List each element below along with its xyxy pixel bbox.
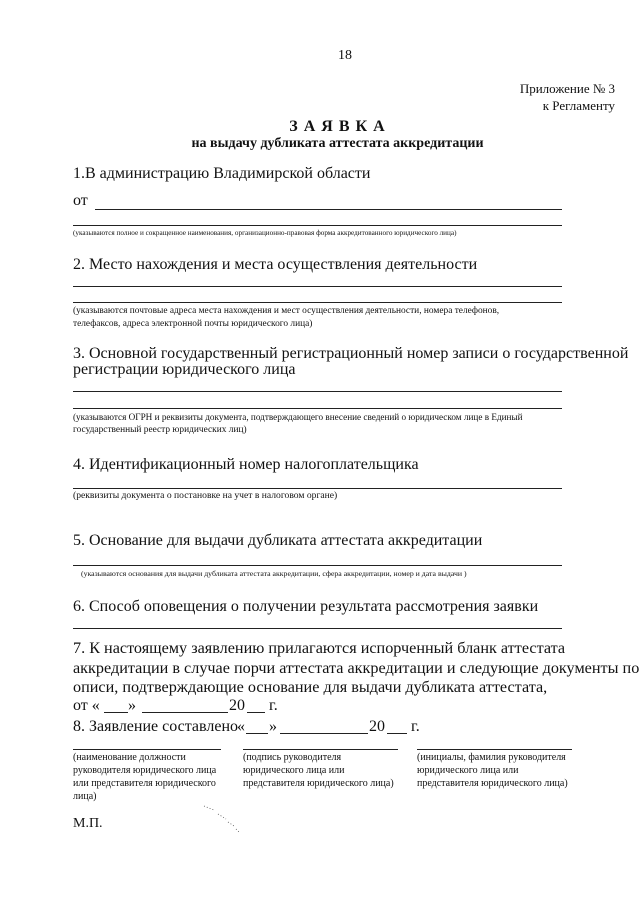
section8-year-field[interactable] [387,733,407,734]
section8-quote-open: « [237,718,245,735]
document-subtitle: на выдачу дубликата аттестата аккредитации [191,136,484,151]
section7-line-1: 7. К настоящему заявлению прилагаются испорченный бланк аттестата [73,639,566,657]
section5-note: (указываются основания для выдачи дубликата аттестата аккредитации, сфера аккредитации, номер и дата выдачи ) [81,569,467,578]
section7-line-3: описи, подтверждающие основание для выдачи дубликата аттестата, [73,678,548,696]
section3-note-1: (указываются ОГРН и реквизиты документа, подтверждающего внесение сведений о юридическом лице в Единый [73,412,523,422]
page-number: 18 [338,48,352,63]
signature-caption: (подпись руководителя юридического лица или представителя юридического лица) [243,752,394,789]
section5-heading: 5. Основание для выдачи дубликата аттестата аккредитации [73,532,483,549]
initials-caption: (инициалы, фамилия руководителя юридического лица или представителя юридического лица) [417,752,568,789]
section7-year-prefix: 20 [229,697,245,714]
section8-label: 8. Заявление составлено [73,718,239,735]
appendix-block [520,80,615,114]
address-line-1[interactable] [73,286,562,287]
section1-heading: 1.В администрацию Владимирской области [73,165,371,182]
org-name-line[interactable] [73,225,562,226]
notification-line[interactable] [73,628,562,629]
section4-note: (реквизиты документа о постановке на учет в налоговом органе) [73,490,338,501]
section8-day-field[interactable] [246,733,268,734]
scan-mark-icon [200,800,250,840]
section2-heading: 2. Место нахождения и места осуществления деятельности [73,256,478,273]
from-field-line[interactable] [95,209,562,210]
section3-note-2: государственный реестр юридических лиц) [73,425,247,435]
basis-line[interactable] [73,565,562,566]
document-title: З А Я В К А [289,118,386,135]
initials-signature-line[interactable] [417,749,572,750]
section6-heading: 6. Способ оповещения о получении результата рассмотрения заявки [73,598,539,615]
ogrn-line-1[interactable] [73,391,562,392]
address-line-2[interactable] [73,302,562,303]
section7-date-prefix: от « [73,697,100,714]
section7-month-field[interactable] [142,712,228,713]
section2-note-1: (указываются почтовые адреса места нахождения и мест осуществления деятельности, номера телефонов, [73,306,500,316]
from-label: от [73,192,88,209]
appendix-line2: к Регламенту [542,98,615,113]
section4-heading: 4. Идентификационный номер налогоплательщика [73,456,419,473]
section3-heading-1: 3. Основной государственный регистрационный номер записи о государственной [73,345,629,362]
section8-month-field[interactable] [280,733,368,734]
section8-year-suffix: г. [411,718,420,735]
section7-year-field[interactable] [247,712,265,713]
section7-day-field[interactable] [104,712,128,713]
section8-year-prefix: 20 [369,718,385,735]
position-caption: (наименование должности руководителя юридического лица или представителя юридического лица) [73,752,217,802]
section3-heading-2: регистрации юридического лица [73,361,296,378]
section7-year-suffix: г. [269,697,278,714]
section8-quote-close: » [269,718,277,735]
section1-note: (указываются полное и сокращенное наименования, организационно-правовая форма аккредитованного юридического лица) [73,229,457,237]
appendix-line1: Приложение № 3 [519,81,615,96]
section7-date-mid: » [128,697,136,714]
position-signature-line[interactable] [73,749,221,750]
section7-line-2: аккредитации в случае порчи аттестата аккредитации и следующие документы по [73,659,640,677]
stamp-place-label: М.П. [73,816,103,831]
section2-note-2: телефаксов, адреса электронной почты юридического лица) [73,319,313,329]
ogrn-line-2[interactable] [73,408,562,409]
signature-line[interactable] [243,749,398,750]
